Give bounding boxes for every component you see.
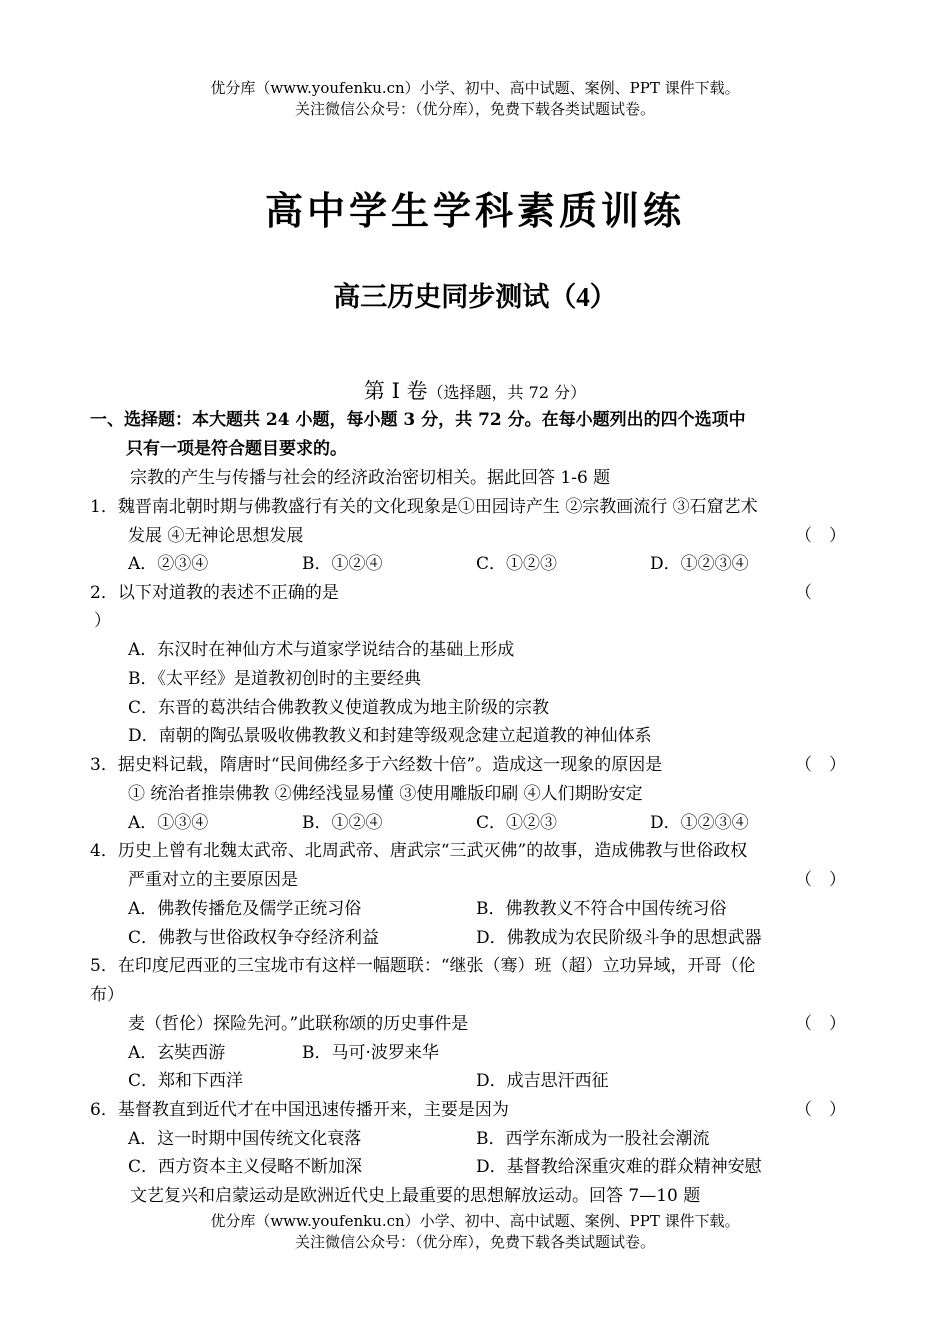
volume-heading [0, 375, 950, 405]
q2-option-d: D．南朝的陶弘景吸收佛教教义和封建等级观念建立起道教的神仙体系 [128, 726, 652, 746]
q1-option-b: B．①②④ [302, 554, 383, 574]
q3-answer-paren: （ ） [795, 755, 846, 775]
q4-stem-line-1: 4．历史上曾有北魏太武帝、北周武帝、唐武宗“三武灭佛”的故事，造成佛教与世俗政权 [90, 841, 748, 861]
q6-option-d: D．基督教给深重灾难的群众精神安慰 [476, 1157, 762, 1177]
page-title: 高中学生学科素质训练 [264, 189, 685, 233]
q1-stem-line-2: 发展 ④无神论思想发展 [128, 526, 304, 546]
q4-option-a: A．佛教传播危及儒学正统习俗 [128, 899, 362, 919]
q5-stem-line-1: 5．在印度尼西亚的三宝垅市有这样一幅题联：“继张（骞）班（超）立功异域，开哥（伦 [90, 956, 756, 976]
q5-answer-paren: （ ） [795, 1014, 846, 1034]
intro-7-10: 文艺复兴和启蒙运动是欧洲近代史上最重要的思想解放运动。回答 7—10 题 [130, 1186, 701, 1206]
q2-option-b: B．《太平经》是道教初创时的主要经典 [128, 669, 421, 689]
page-subtitle: 高三历史同步测试（4） [333, 282, 617, 312]
q6-option-a: A．这一时期中国传统文化衰落 [128, 1129, 362, 1149]
header-line-1: 优分库（www.youfenku.cn）小学、初中、高中试题、案例、PPT 课件下载。 [210, 79, 740, 97]
header-line-2: 关注微信公众号：（优分库），免费下载各类试题试卷。 [294, 100, 655, 118]
q2-paren-close: ） [94, 611, 111, 631]
footer-line-1: 优分库（www.youfenku.cn）小学、初中、高中试题、案例、PPT 课件下载。 [210, 1212, 740, 1230]
intro-1-6: 宗教的产生与传播与社会的经济政治密切相关。据此回答 1-6 题 [130, 468, 611, 488]
q4-answer-paren: （ ） [795, 870, 846, 890]
q5-option-c: C．郑和下西洋 [128, 1071, 244, 1091]
section-heading-line-1: 一、选择题：本大题共 24 小题，每小题 3 分，共 72 分。在每小题列出的四个选项中 [90, 410, 746, 430]
volume-main: 第 I 卷 [363, 379, 428, 403]
q4-option-c: C．佛教与世俗政权争夺经济利益 [128, 928, 380, 948]
q6-answer-paren: （ ） [795, 1100, 846, 1120]
q6-stem: 6．基督教直到近代才在中国迅速传播开来，主要是因为 [90, 1100, 509, 1120]
q5-option-d: D．成吉思汗西征 [476, 1071, 609, 1091]
q3-option-b: B．①②④ [302, 813, 383, 833]
q3-option-c: C．①②③ [476, 813, 558, 833]
footer-line-2: 关注微信公众号：（优分库），免费下载各类试题试卷。 [294, 1233, 655, 1251]
section-heading-line-2: 只有一项是符合题目要求的。 [126, 439, 347, 459]
q1-option-a: A．②③④ [128, 554, 209, 574]
q4-option-d: D．佛教成为农民阶级斗争的思想武器 [476, 928, 762, 948]
volume-note: （选择题，共 72 分） [427, 383, 587, 402]
q6-option-c: C．西方资本主义侵略不断加深 [128, 1157, 363, 1177]
q5-stem-line-3: 麦（哲伦）探险先河。”此联称颂的历史事件是 [128, 1014, 469, 1034]
q3-stem-line-2: ① 统治者推崇佛教 ②佛经浅显易懂 ③使用雕版印刷 ④人们期盼安定 [128, 784, 643, 804]
q4-stem-line-2: 严重对立的主要原因是 [128, 870, 298, 890]
q6-option-b: B．西学东渐成为一股社会潮流 [476, 1129, 710, 1149]
q2-option-a: A．东汉时在神仙方术与道家学说结合的基础上形成 [128, 640, 515, 660]
q2-stem: 2．以下对道教的表述不正确的是 [90, 583, 339, 603]
q5-option-b: B．马可·波罗来华 [302, 1043, 439, 1063]
q3-option-a: A．①③④ [128, 813, 209, 833]
q2-option-c: C．东晋的葛洪结合佛教教义使道教成为地主阶级的宗教 [128, 698, 550, 718]
q4-option-b: B．佛教教义不符合中国传统习俗 [476, 899, 727, 919]
q2-paren-open: （ [795, 583, 812, 603]
q3-stem-line-1: 3．据史料记载，隋唐时“民间佛经多于六经数十倍”。造成这一现象的原因是 [90, 755, 663, 775]
q5-option-a: A．玄奘西游 [128, 1043, 226, 1063]
q1-answer-paren: （ ） [795, 526, 846, 546]
q1-option-d: D．①②③④ [650, 554, 749, 574]
q1-option-c: C．①②③ [476, 554, 558, 574]
q3-option-d: D．①②③④ [650, 813, 749, 833]
q1-stem-line-1: 1．魏晋南北朝时期与佛教盛行有关的文化现象是①田园诗产生 ②宗教画流行 ③石窟艺术 [90, 497, 758, 517]
q5-stem-line-2: 布） [90, 985, 124, 1005]
